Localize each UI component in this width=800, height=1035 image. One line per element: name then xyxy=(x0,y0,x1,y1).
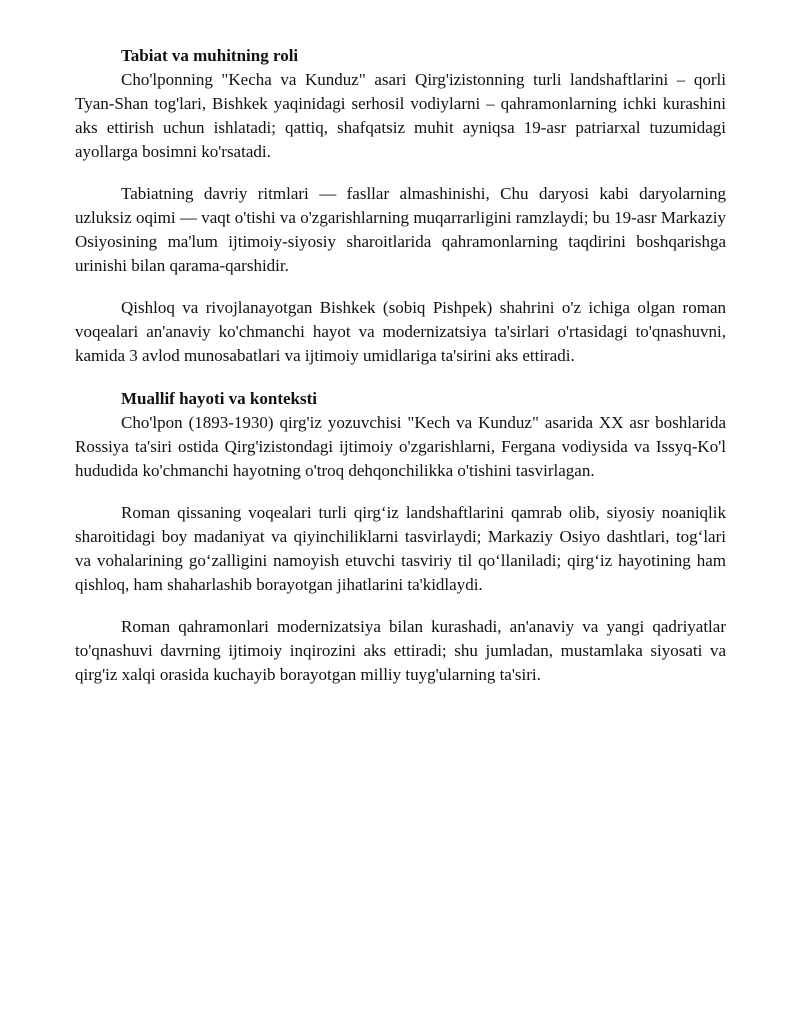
paragraph: Qishloq va rivojlanayotgan Bishkek (sobiq Pishpek) shahrini o'z ichiga olgan roman voqealari an'anaviy ko'chmanchi hayot va modernizatsiya ta'sirlari o'rtasidagi to'qnashuvni, kamida 3 avlod munosabatlari va ijtimoiy umidlariga ta'sirini aks ettiradi. xyxy=(75,298,726,365)
paragraph-spacer xyxy=(75,483,726,501)
paragraph-spacer xyxy=(75,164,726,182)
section-heading: Muallif hayoti va konteksti xyxy=(121,389,317,408)
section-nature-environment xyxy=(75,44,726,368)
paragraph: Cho'lpon (1893-1930) qirg'iz yozuvchisi "Kech va Kunduz" asarida XX asr boshlarida Rossiya ta'siri ostida Qirg'izistondagi ijtimoiy o'zgarishlarni, Fergana vodiysida va Issyq-Ko'l hududida ko'chmanchi hayotning o'troq dehqonchilikka o'tishini tasvirlagan. xyxy=(75,413,726,480)
paragraph: Cho'lponning "Kecha va Kunduz" asari Qirg'izistonning turli landshaftlarini – qorli Tyan-Shan tog'lari, Bishkek yaqinidagi serhosil vodiylarni – qahramonlarning ichki kurashini aks ettirish uchun ishlatadi; qattiq, shafqatsiz muhit ayniqsa 19-asr patriarxal tuzumidagi ayollarga bosimni ko'rsatadi. xyxy=(75,70,726,161)
section-author-context xyxy=(75,387,726,687)
paragraph-spacer xyxy=(75,278,726,296)
section-spacer xyxy=(75,368,726,387)
paragraph: Tabiatning davriy ritmlari — fasllar almashinishi, Chu daryosi kabi daryolarning uzluksiz oqimi — vaqt o'tishi va o'zgarishlarning muqarrarligini ramzlaydi; bu 19-asr Markaziy Osiyosining ma'lum ijtimoiy-siyosiy sharoitlarida qahramonlarning taqdirini boshqarishga urinishi bilan qarama-qarshidir. xyxy=(75,184,726,275)
paragraph-spacer xyxy=(75,597,726,615)
paragraph: Roman qahramonlari modernizatsiya bilan kurashadi, an'anaviy va yangi qadriyatlar to'qnashuvi davrning ijtimoiy inqirozini aks ettiradi; shu jumladan, mustamlaka siyosati va qirg'iz xalqi orasida kuchayib borayotgan milliy tuyg'ularning ta'siri. xyxy=(75,617,726,684)
section-heading: Tabiat va muhitning roli xyxy=(121,46,299,65)
paragraph: Roman qissaning voqealari turli qirg‘iz landshaftlarini qamrab olib, siyosiy noaniqlik sharoitidagi boy madaniyat va qiyinchiliklarni tasvirlaydi; Markaziy Osiyo dashtlari, tog‘lari va vohalarining go‘zalligini namoyish etuvchi tasviriy til qo‘llaniladi; qirg‘iz hayotining ham qishloq, ham shaharlashib borayotgan jihatlarini ta'kidlaydi. xyxy=(75,503,726,594)
document-page xyxy=(75,44,726,1035)
